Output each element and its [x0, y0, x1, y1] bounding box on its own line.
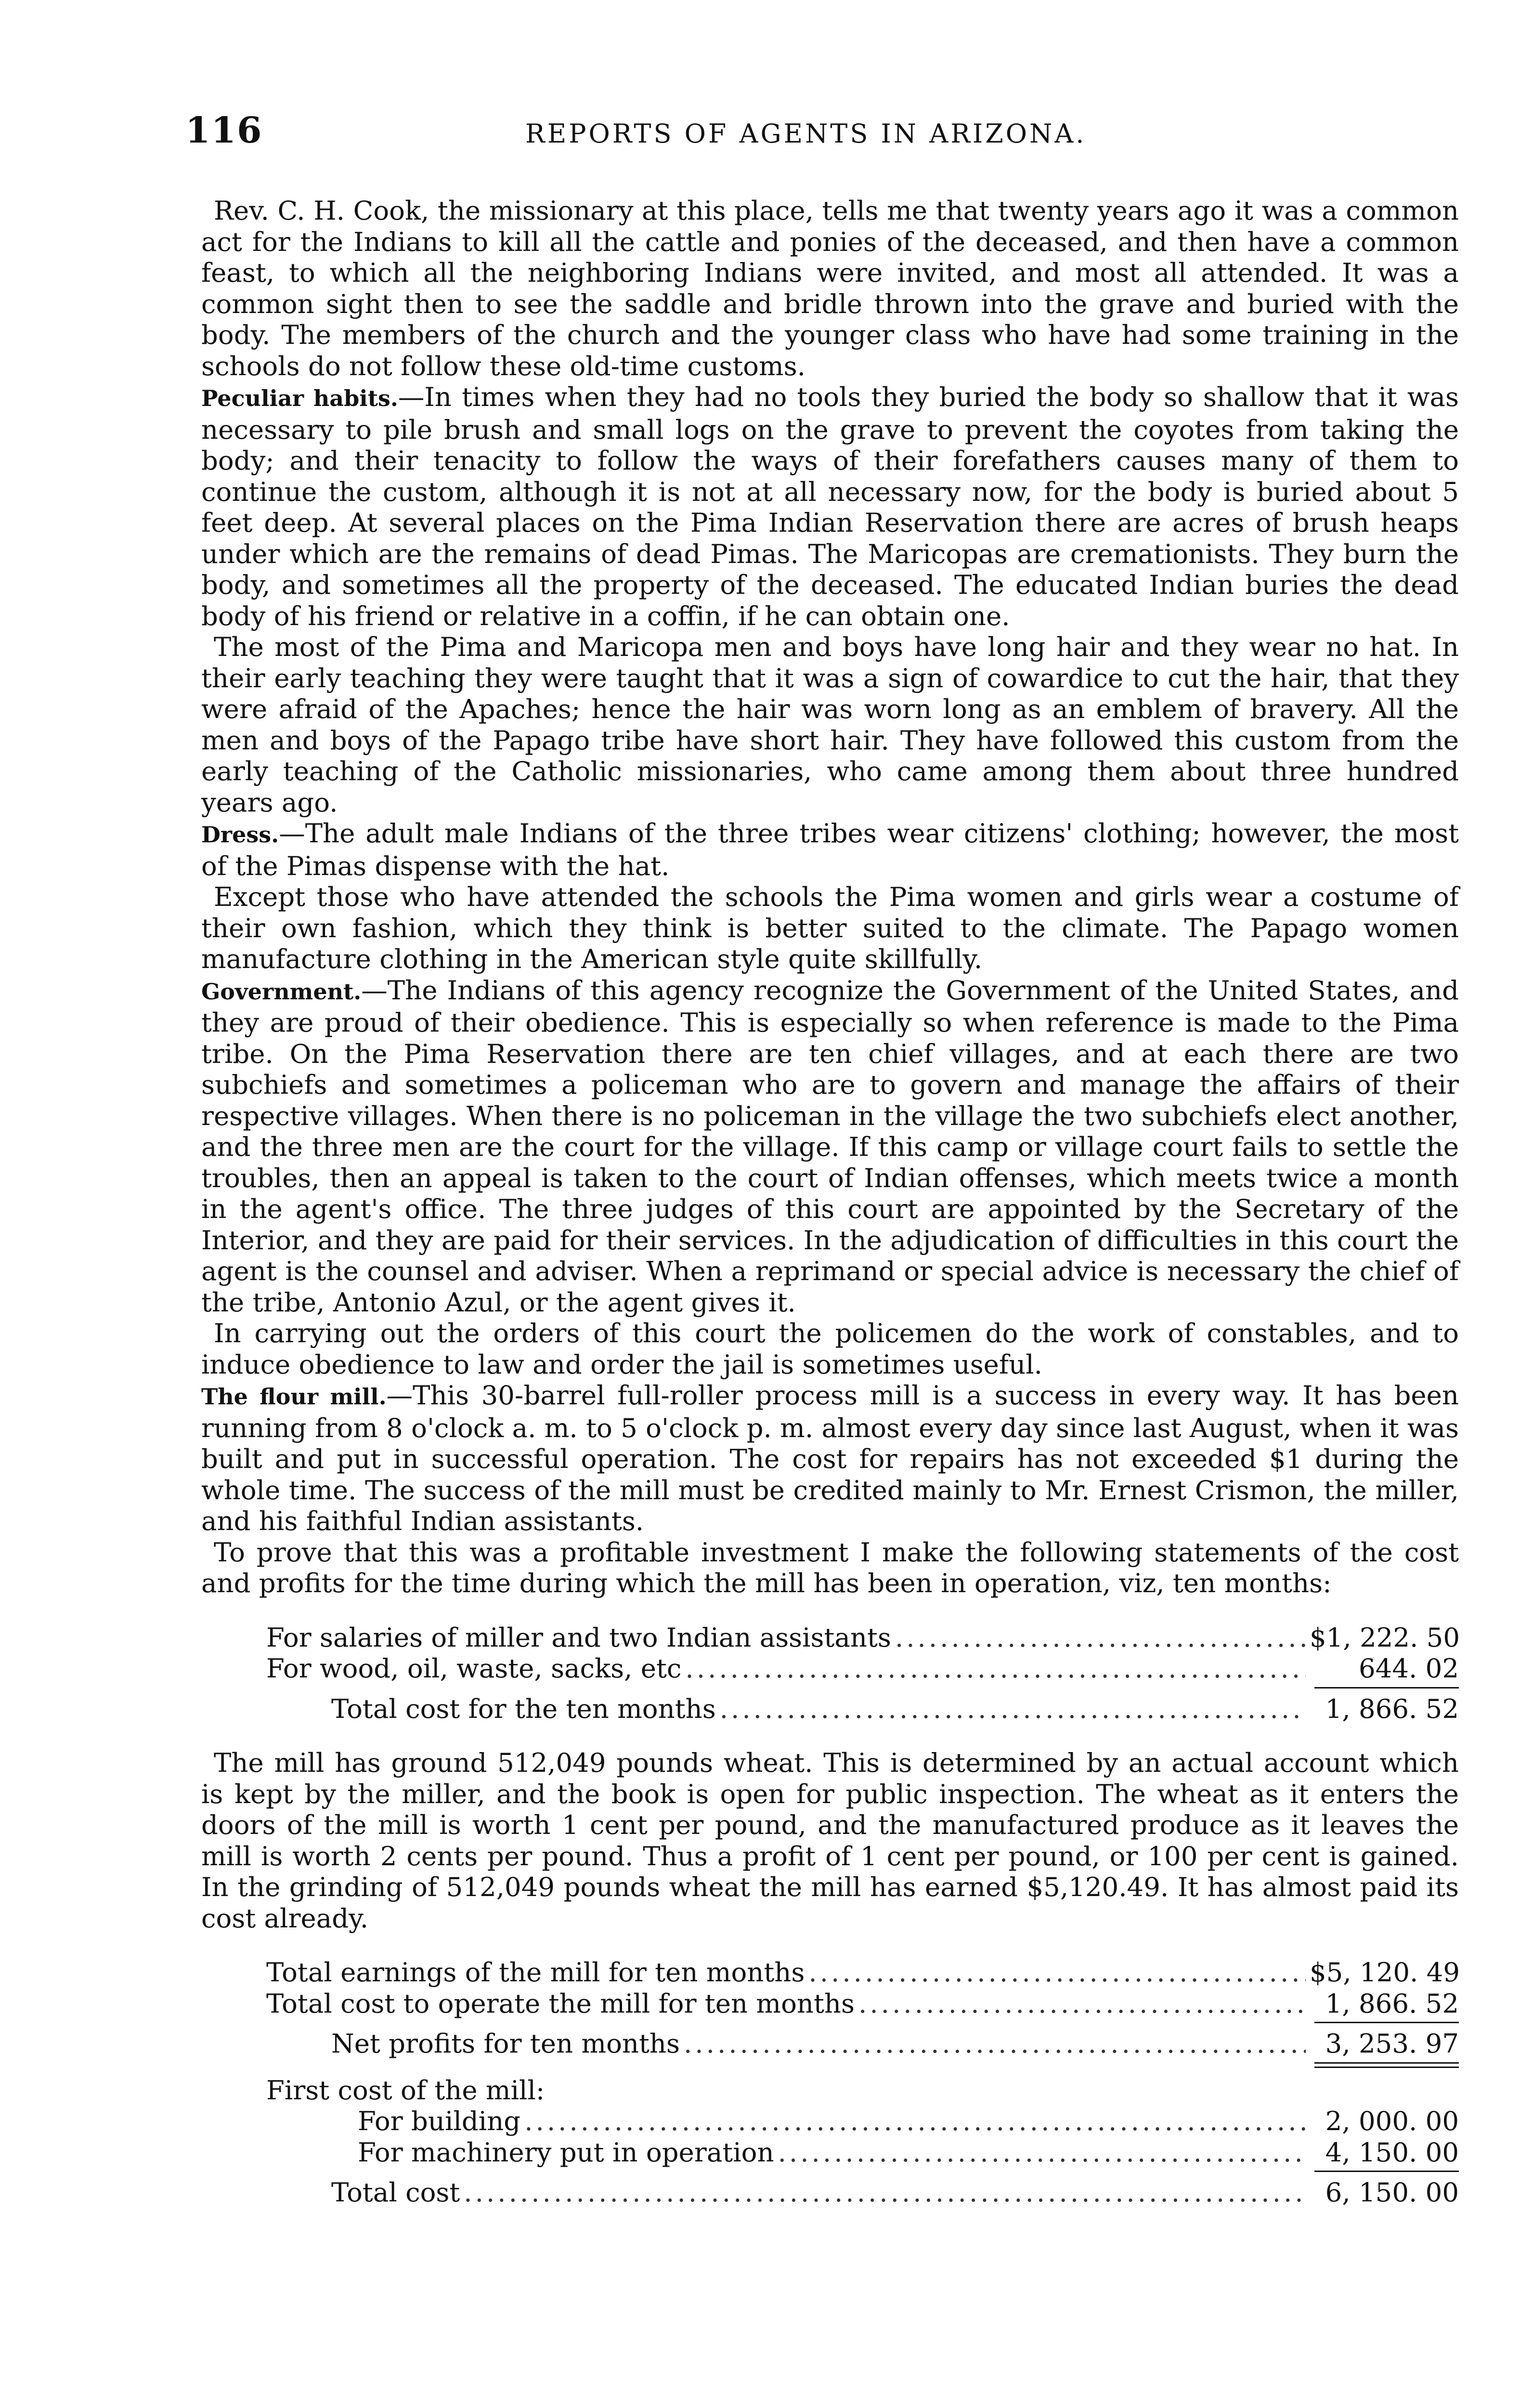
sum-rule	[1314, 2171, 1459, 2172]
paragraph-text: —The adult male Indians of the three tribes wear citizens' clothing; however, the most of the Pimas dispense with the hat.	[201, 818, 1459, 881]
paragraph-profit-statement: To prove that this was a profitable investment I make the following statements of the cost and profits for the time during which the mill has been in operation, viz, ten months:	[201, 1536, 1459, 1598]
sum-rule	[1314, 2022, 1459, 2023]
paragraph-policemen: In carrying out the orders of this court the policemen do the work of constables, and to induce obedience to law and order the jail is sometimes useful.	[201, 1318, 1459, 1380]
paragraph-hair: The most of the Pima and Maricopa men and boys have long hair and they wear no hat. In their early teaching they were taught that it was a sign of cowardice to cut the hair, that they were afraid of the Apaches; hence the hair was worn long as an emblem of bravery. All the men and boys of the Papago tribe have short hair. They have followed this custom from the early teaching of the Catholic missionaries, who came among them about three hundred years ago.	[201, 631, 1459, 818]
leader-dots	[720, 1693, 1306, 1725]
leader-dots	[684, 2028, 1306, 2059]
paragraph-text: —In times when they had no tools they buried the body so shallow that it was necessary to pile brush and small logs on the grave to prevent the coyotes from taking the body; and their tenacity to follow the ways of their forefathers causes many of them to continue the custom, although it is not at all necessary now, for the body is buried about 5 feet deep. At several places on the Pima Indian Reservation there are acres of brush heaps under which are the remains of dead Pimas. The Maricopas are cremationists. They burn the body, and sometimes all the property of the deceased. The educated Indian buries the dead body of his friend or relative in a coffin, if he can obtain one.	[201, 381, 1459, 631]
ledger-row-earnings: Total earnings of the mill for ten months ..... $5, 120. 49	[201, 1957, 1459, 1988]
ledger-row-building: For building ..... 2, 000. 00	[201, 2106, 1459, 2137]
leader-dots	[685, 1653, 1306, 1684]
sum-rule	[1314, 1687, 1459, 1688]
leader-dots	[524, 2106, 1306, 2137]
ledger-row-wood: For wood, oil, waste, sacks, etc ..... 644. 02	[201, 1653, 1459, 1684]
paragraph-dress	[201, 818, 1459, 881]
double-rule	[1314, 2062, 1459, 2068]
paragraph-text: —This 30-barrel full-roller process mill is a success in every way. It has been running from 8 o'clock a. m. to 5 o'clock p. m. almost every day since last August, when it was built and put in successful operation. The cost for repairs has not exceeded $1 during the whole time. The success of the mill must be credited mainly to Mr. Ernest Crismon, the miller, and his faithful Indian assistants.	[201, 1380, 1459, 1536]
ledger-row-total: Total cost for the ten months ..... 1, 866. 52	[201, 1693, 1459, 1725]
ledger-row-total-cost: Total cost ..... 6, 150. 00	[201, 2177, 1459, 2208]
leader-dots	[778, 2137, 1306, 2168]
side-heading-dress: Dress.	[201, 822, 279, 848]
ledger-row-machinery: For machinery put in operation ..... 4, 150. 00	[201, 2137, 1459, 2168]
leader-dots	[858, 1988, 1306, 2019]
paragraph-cook: Rev. C. H. Cook, the missionary at this place, tells me that twenty years ago it was a common act for the Indians to kill all the cattle and ponies of the deceased, and then have a common feast, to which all the neighboring Indians were invited, and most all attended. It was a common sight then to see the saddle and bridle thrown into the grave and buried with the body. The members of the church and the younger class who have had some training in the schools do not follow these old-time customs.	[201, 195, 1459, 381]
side-heading-government: Government.	[201, 978, 362, 1005]
side-heading-flour-mill: The flour mill.	[201, 1384, 387, 1410]
ledger-row-first-cost: First cost of the mill:	[266, 2074, 545, 2106]
paragraph-mill-ground: The mill has ground 512,049 pounds wheat. This is determined by an actual account which is kept by the miller, and the book is open for public inspection. The wheat as it enters the doors of the mill is worth 1 cent per pound, and the manufactured produce as it leaves the mill is worth 2 cents per pound. Thus a profit of 1 cent per pound, or 100 per cent is gained. In the grinding of 512,049 pounds wheat the mill has earned $5,120.49. It has almost paid its cost already.	[201, 1747, 1459, 1934]
paragraph-text: —The Indians of this agency recognize the Government of the United States, and they are proud of their obedience. This is especially so when reference is made to the Pima tribe. On the Pima Reservation there are ten chief villages, and at each there are two subchiefs and sometimes a policeman who are to govern and manage the affairs of their respective villages. When there is no policeman in the village the two subchiefs elect another, and the three men are the court for the village. If this camp or village court fails to settle the troubles, then an appeal is taken to the court of Indian offenses, which meets twice a month in the agent's office. The three judges of this court are appointed by the Secretary of the Interior, and they are paid for their services. In the adjudication of difficulties in this court the agent is the counsel and adviser. When a reprimand or special advice is necessary the chief of the tribe, Antonio Azul, or the agent gives it.	[201, 974, 1459, 1318]
leader-dots	[895, 1622, 1306, 1653]
ledger-row-net-profits: Net profits for ten months ..... 3, 253. 97	[201, 2028, 1459, 2059]
leader-dots	[808, 1957, 1306, 1988]
running-head: REPORTS OF AGENTS IN ARIZONA.	[525, 118, 1087, 149]
paragraph-peculiar-habits	[201, 381, 1459, 631]
page-body	[201, 195, 1459, 2231]
ledger-row-salaries: For salaries of miller and two Indian assistants ..... $1, 222. 50	[201, 1622, 1459, 1653]
cost-ledger	[201, 1622, 1459, 1725]
side-heading-peculiar-habits: Peculiar habits.	[201, 385, 398, 411]
paragraph-women-costume: Except those who have attended the schools the Pima women and girls wear a costume of their own fashion, which they think is better suited to the climate. The Papago women manufacture clothing in the American style quite skillfully.	[201, 881, 1459, 974]
paragraph-flour-mill	[201, 1380, 1459, 1537]
page-number: 116	[185, 110, 263, 151]
ledger-row-operate: Total cost to operate the mill for ten months ..... 1, 866. 52	[201, 1988, 1459, 2019]
paragraph-government	[201, 975, 1459, 1318]
page-header	[185, 110, 1460, 168]
earnings-ledger	[201, 1957, 1459, 2208]
leader-dots	[464, 2177, 1306, 2208]
